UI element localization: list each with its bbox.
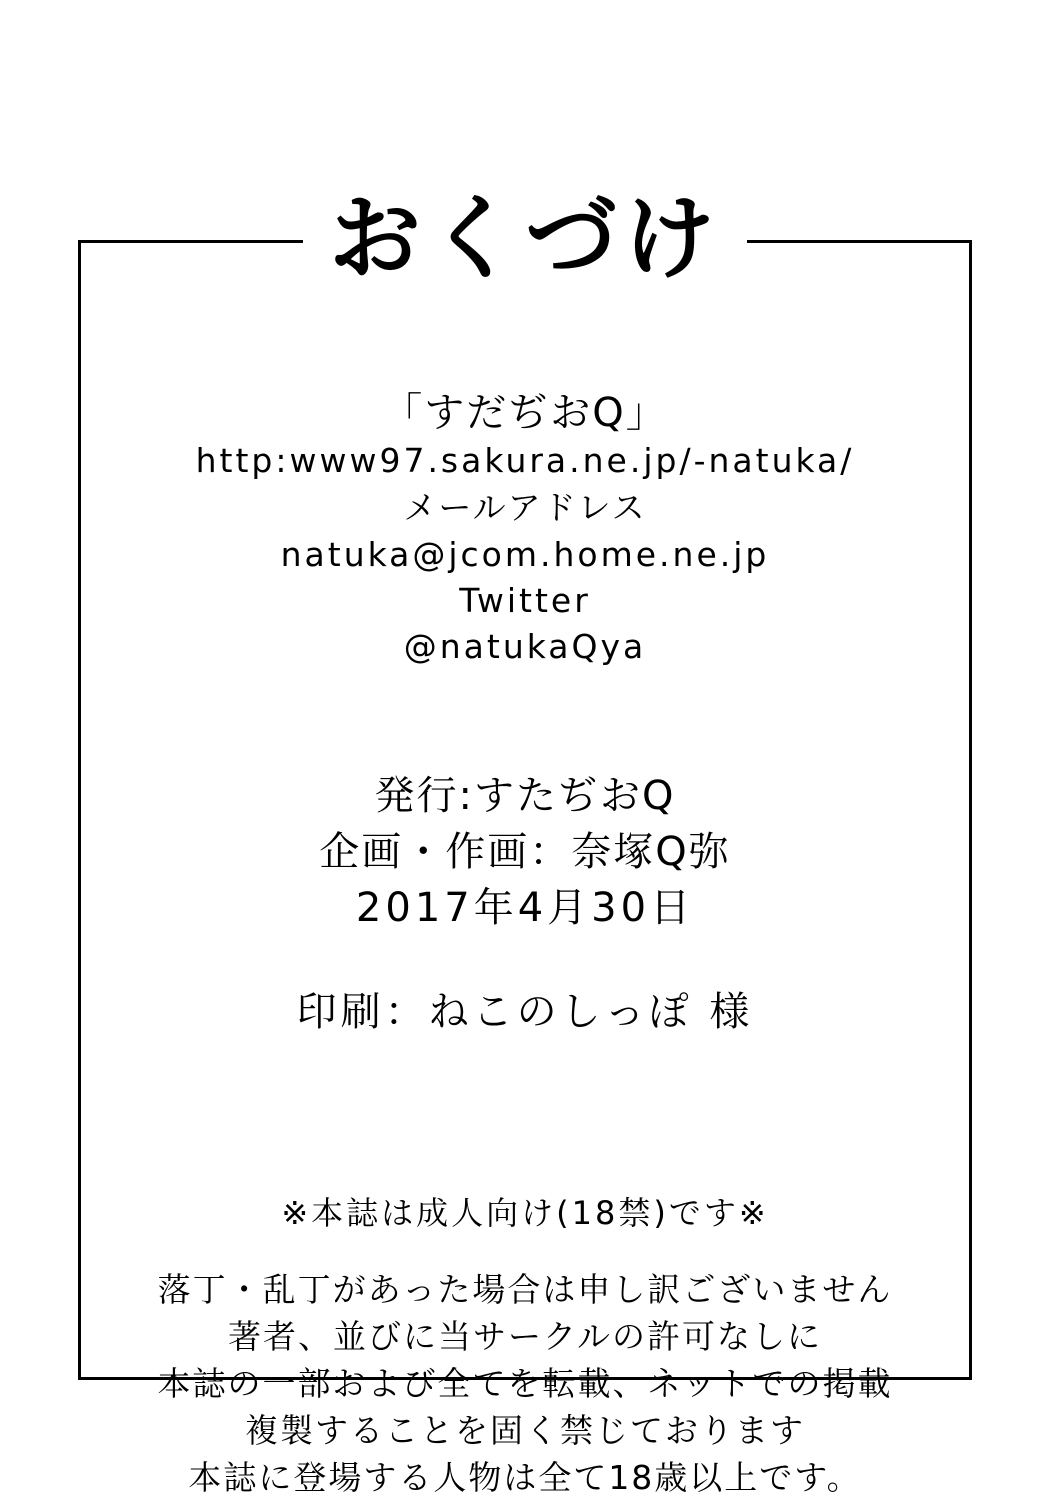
publication-block — [78, 768, 972, 936]
disclaimer-line-3: 本誌の一部および全てを転載、ネットでの掲載 — [157, 1364, 893, 1403]
publisher-line: 発行:すたぢおQ — [374, 773, 676, 819]
twitter-label: Twitter — [459, 581, 591, 620]
website-url[interactable]: http:www97.sakura.ne.jp/-natuka/ — [195, 441, 855, 480]
email-address[interactable]: natuka@jcom.home.ne.jp — [280, 535, 770, 574]
adult-notice: ※本誌は成人向け(18禁)です※ — [281, 1194, 769, 1232]
disclaimer-line-2: 著者、並びに当サークルの許可なしに — [227, 1317, 822, 1356]
printer-block — [78, 984, 972, 1040]
disclaimer-block — [78, 1266, 972, 1501]
adult-notice-block — [78, 1190, 972, 1236]
circle-name: 「すだぢおQ」 — [382, 390, 668, 436]
credits-line: 企画・作画：奈塚Q弥 — [319, 829, 731, 875]
printer-line: 印刷：ねこのしっぽ 様 — [296, 989, 754, 1035]
colophon-content — [78, 240, 972, 1501]
contact-block — [78, 388, 972, 670]
email-label: メールアドレス — [403, 488, 647, 527]
publication-date: 2017年4月30日 — [355, 885, 695, 931]
disclaimer-line-4: 複製することを固く禁じております — [245, 1411, 805, 1450]
page-title: おくづけ — [303, 176, 747, 302]
disclaimer-line-1: 落丁・乱丁があった場合は申し訳ございません — [157, 1270, 893, 1309]
twitter-handle[interactable]: @natukaQya — [403, 627, 647, 666]
disclaimer-line-5: 本誌に登場する人物は全て18歳以上です。 — [188, 1458, 862, 1497]
